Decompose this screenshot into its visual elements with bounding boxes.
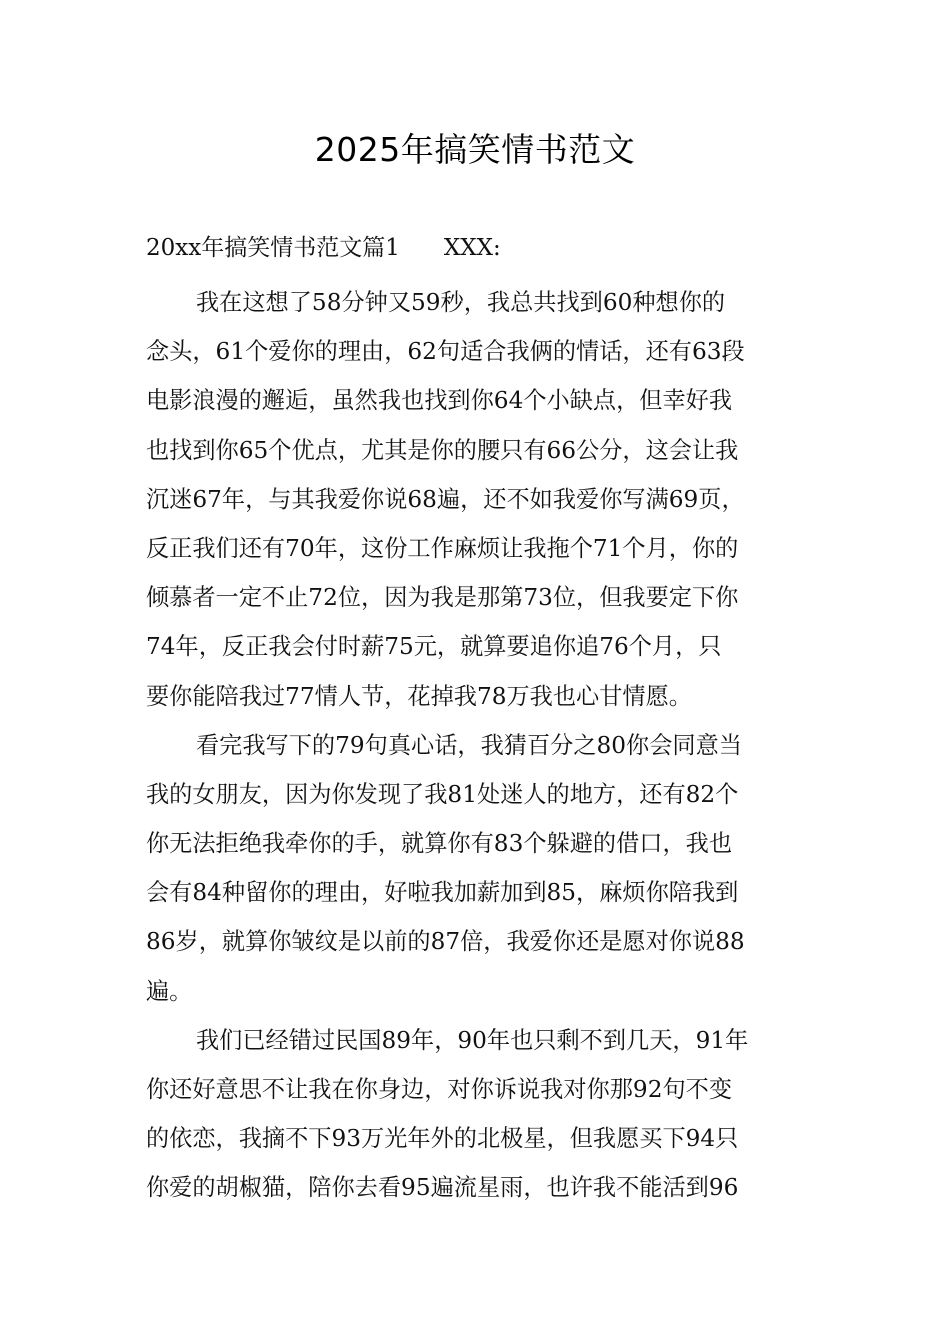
text-line: 我们已经错过民国89年，90年也只剩不到几天，91年	[196, 1026, 749, 1054]
article-heading-line	[146, 228, 826, 268]
salutation: XXX:	[443, 235, 501, 261]
text-line: 86岁，就算你皱纹是以前的87倍，我爱你还是愿对你说88	[146, 928, 745, 956]
article-heading: 20xx年搞笑情书范文篇1	[146, 235, 400, 261]
text-line: 电影浪漫的邂逅，虽然我也找到你64个小缺点，但幸好我	[146, 387, 733, 415]
text-line: 倾慕者一定不止72位，因为我是那第73位，但我要定下你	[146, 584, 739, 612]
text-line: 我的女朋友，因为你发现了我81处迷人的地方，还有82个	[146, 780, 739, 808]
text-line: 的依恋，我摘不下93万光年外的北极星，但我愿买下94只	[146, 1125, 739, 1153]
text-line: 会有84种留你的理由，好啦我加薪加到85，麻烦你陪我到	[146, 879, 739, 907]
document-title: 2025年搞笑情书范文	[314, 130, 636, 169]
text-line: 你爱的胡椒猫，陪你去看95遍流星雨，也许我不能活到96	[146, 1174, 739, 1202]
text-line: 念头，61个爱你的理由，62句适合我俩的情话，还有63段	[146, 338, 745, 366]
letter-body	[146, 278, 826, 1213]
paragraph-2	[146, 721, 826, 1016]
text-line: 要你能陪我过77情人节，花掉我78万我也心甘情愿。	[146, 682, 692, 710]
paragraph-1	[146, 278, 826, 721]
text-line: 反正我们还有70年，这份工作麻烦让我拖个71个月，你的	[146, 534, 739, 562]
text-line: 我在这想了58分钟又59秒，我总共找到60种想你的	[196, 289, 726, 316]
text-line: 你无法拒绝我牵你的手，就算你有83个躲避的借口，我也	[146, 830, 733, 858]
text-line: 沉迷67年，与其我爱你说68遍，还不如我爱你写满69页，	[146, 485, 745, 513]
text-line: 看完我写下的79句真心话，我猜百分之80你会同意当	[196, 731, 742, 759]
text-line: 遍。	[146, 977, 193, 1005]
text-line: 也找到你65个优点，尤其是你的腰只有66公分，这会让我	[146, 436, 739, 464]
paragraph-3	[146, 1016, 826, 1213]
text-line: 你还好意思不让我在你身边，对你诉说我对你那92句不变	[146, 1076, 733, 1103]
text-line: 74年，反正我会付时薪75元，就算要追你追76个月，只	[146, 633, 722, 661]
